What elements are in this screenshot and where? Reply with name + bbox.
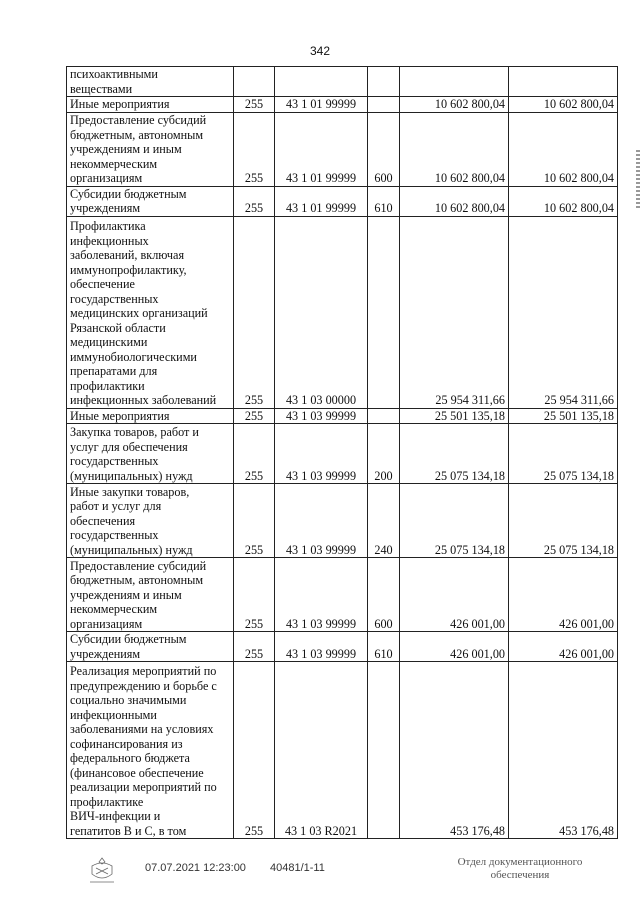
cell-csr: 43 1 03 R2021 — [275, 662, 368, 839]
cell-sum-1: 10 602 800,04 — [400, 97, 509, 113]
cell-grbs: 255 — [234, 216, 275, 408]
cell-csr: 43 1 01 99999 — [275, 186, 368, 216]
cell-grbs: 255 — [234, 558, 275, 632]
cell-sum-2: 25 075 134,18 — [509, 484, 618, 558]
cell-name: психоактивными веществами — [67, 67, 234, 97]
cell-sum-1: 426 001,00 — [400, 632, 509, 662]
cell-csr: 43 1 01 99999 — [275, 112, 368, 186]
cell-vr — [368, 662, 400, 839]
cell-csr: 43 1 03 99999 — [275, 558, 368, 632]
cell-name: Закупка товаров, работ и услуг для обеспечения государственных (муниципальных) нужд — [67, 424, 234, 484]
cell-sum-1 — [400, 67, 509, 97]
cell-sum-2: 10 602 800,04 — [509, 97, 618, 113]
cell-sum-1: 10 602 800,04 — [400, 112, 509, 186]
cell-sum-2: 453 176,48 — [509, 662, 618, 839]
cell-vr — [368, 67, 400, 97]
table-row — [67, 216, 618, 408]
cell-csr: 43 1 03 99999 — [275, 408, 368, 424]
table-row — [67, 408, 618, 424]
cell-sum-2: 25 954 311,66 — [509, 216, 618, 408]
cell-sum-1: 25 075 134,18 — [400, 424, 509, 484]
footer-department-stamp: Отдел документационного обеспечения — [457, 856, 583, 881]
cell-vr: 610 — [368, 632, 400, 662]
cell-name: Иные мероприятия — [67, 408, 234, 424]
cell-sum-2: 426 001,00 — [509, 558, 618, 632]
cell-name: Иные закупки товаров, работ и услуг для обеспечения государственных (муниципальных) нужд — [67, 484, 234, 558]
cell-vr: 600 — [368, 558, 400, 632]
cell-csr: 43 1 03 99999 — [275, 632, 368, 662]
cell-name: Иные мероприятия — [67, 97, 234, 113]
cell-grbs — [234, 67, 275, 97]
footer — [0, 856, 640, 896]
footer-datetime: 07.07.2021 12:23:00 — [145, 862, 246, 874]
cell-name: Профилактика инфекционных заболеваний, включая иммунопрофилактику, обеспечение государственных медицинских организаций Рязанской области медицинскими иммунобиологическими препаратами для профилактики инфекционных заболеваний — [67, 216, 234, 408]
coat-of-arms-icon — [84, 856, 120, 886]
cell-csr — [275, 67, 368, 97]
cell-csr: 43 1 03 99999 — [275, 424, 368, 484]
cell-name: Предоставление субсидий бюджетным, автономным учреждениям и иным некоммерческим организациям — [67, 558, 234, 632]
cell-sum-2: 25 501 135,18 — [509, 408, 618, 424]
table-row — [67, 186, 618, 216]
cell-vr: 610 — [368, 186, 400, 216]
table-row — [67, 484, 618, 558]
cell-grbs: 255 — [234, 662, 275, 839]
footer-doc-number: 40481/1-11 — [270, 862, 325, 874]
cell-grbs: 255 — [234, 632, 275, 662]
table-row — [67, 112, 618, 186]
cell-vr — [368, 97, 400, 113]
cell-sum-1: 426 001,00 — [400, 558, 509, 632]
cell-name: Субсидии бюджетным учреждениям — [67, 186, 234, 216]
budget-table — [66, 66, 618, 839]
cell-name: Реализация мероприятий по предупреждению и борьбе с социально значимыми инфекционными заболеваниями на условиях софинансирования из федерального бюджета (финансовое обеспечение реализации мероприятий по профилактике ВИЧ-инфекции и гепатитов В и С, в том — [67, 662, 234, 839]
cell-name: Субсидии бюджетным учреждениям — [67, 632, 234, 662]
cell-vr: 600 — [368, 112, 400, 186]
cell-sum-1: 10 602 800,04 — [400, 186, 509, 216]
cell-grbs: 255 — [234, 97, 275, 113]
cell-sum-2: 426 001,00 — [509, 632, 618, 662]
cell-vr: 200 — [368, 424, 400, 484]
edge-mark — [636, 150, 640, 210]
table-row — [67, 67, 618, 97]
cell-sum-1: 453 176,48 — [400, 662, 509, 839]
cell-grbs: 255 — [234, 408, 275, 424]
cell-sum-1: 25 075 134,18 — [400, 484, 509, 558]
cell-grbs: 255 — [234, 112, 275, 186]
cell-csr: 43 1 03 00000 — [275, 216, 368, 408]
cell-sum-2 — [509, 67, 618, 97]
cell-grbs: 255 — [234, 484, 275, 558]
cell-grbs: 255 — [234, 424, 275, 484]
cell-csr: 43 1 01 99999 — [275, 97, 368, 113]
page-number: 342 — [309, 44, 331, 58]
cell-name: Предоставление субсидий бюджетным, автономным учреждениям и иным некоммерческим организациям — [67, 112, 234, 186]
cell-sum-2: 25 075 134,18 — [509, 424, 618, 484]
table-row — [67, 632, 618, 662]
table-row — [67, 558, 618, 632]
cell-sum-1: 25 501 135,18 — [400, 408, 509, 424]
table-row — [67, 424, 618, 484]
cell-grbs: 255 — [234, 186, 275, 216]
cell-vr: 240 — [368, 484, 400, 558]
cell-vr — [368, 216, 400, 408]
cell-sum-2: 10 602 800,04 — [509, 186, 618, 216]
cell-sum-2: 10 602 800,04 — [509, 112, 618, 186]
cell-csr: 43 1 03 99999 — [275, 484, 368, 558]
cell-vr — [368, 408, 400, 424]
cell-sum-1: 25 954 311,66 — [400, 216, 509, 408]
table-row — [67, 662, 618, 839]
table-row — [67, 97, 618, 113]
